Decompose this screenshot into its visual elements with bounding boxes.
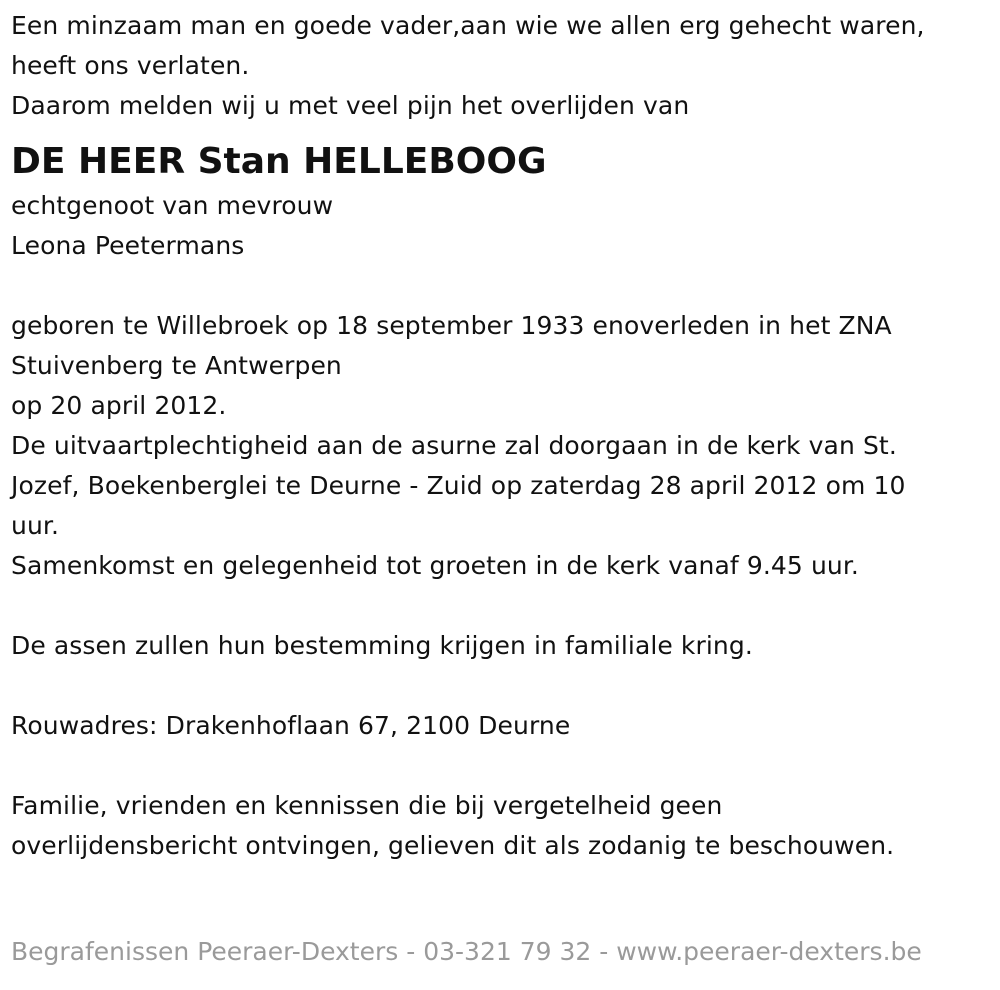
obituary-notice [11,6,986,866]
details-line-3: op 20 april 2012. [11,391,227,420]
spacer [11,746,986,786]
intro-line-3: Daarom melden wij u met veel pijn het overlijden van [11,91,690,120]
ashes-line: De assen zullen hun bestemming krijgen in familiale kring. [11,631,753,660]
closing-line-1: Familie, vrienden en kennissen die bij vergetelheid geen [11,791,723,820]
deceased-name: DE HEER Stan HELLEBOOG [11,141,547,182]
spouse-line-1: echtgenoot van mevrouw [11,191,334,220]
details-line-1: geboren te Willebroek op 18 september 1933 enoverleden in het ZNA [11,311,892,340]
spacer [11,586,986,626]
details-line-5: Jozef, Boekenberglei te Deurne - Zuid op zaterdag 28 april 2012 om 10 [11,471,906,500]
funeral-home-footer: Begrafenissen Peeraer-Dexters - 03-321 79 32 - www.peeraer-dexters.be [11,937,922,966]
address-line: Rouwadres: Drakenhoflaan 67, 2100 Deurne [11,711,571,740]
details-line-6: uur. [11,511,60,540]
spouse-line-2: Leona Peetermans [11,231,245,260]
closing-line-2: overlijdensbericht ontvingen, gelieven dit als zodanig te beschouwen. [11,831,895,860]
intro-line-2: heeft ons verlaten. [11,51,250,80]
spacer [11,266,986,306]
details-line-7: Samenkomst en gelegenheid tot groeten in de kerk vanaf 9.45 uur. [11,551,859,580]
details-line-4: De uitvaartplechtigheid aan de asurne zal doorgaan in de kerk van St. [11,431,897,460]
intro-line-1: Een minzaam man en goede vader,aan wie we allen erg gehecht waren, [11,11,925,40]
details-line-2: Stuivenberg te Antwerpen [11,351,342,380]
spacer [11,666,986,706]
